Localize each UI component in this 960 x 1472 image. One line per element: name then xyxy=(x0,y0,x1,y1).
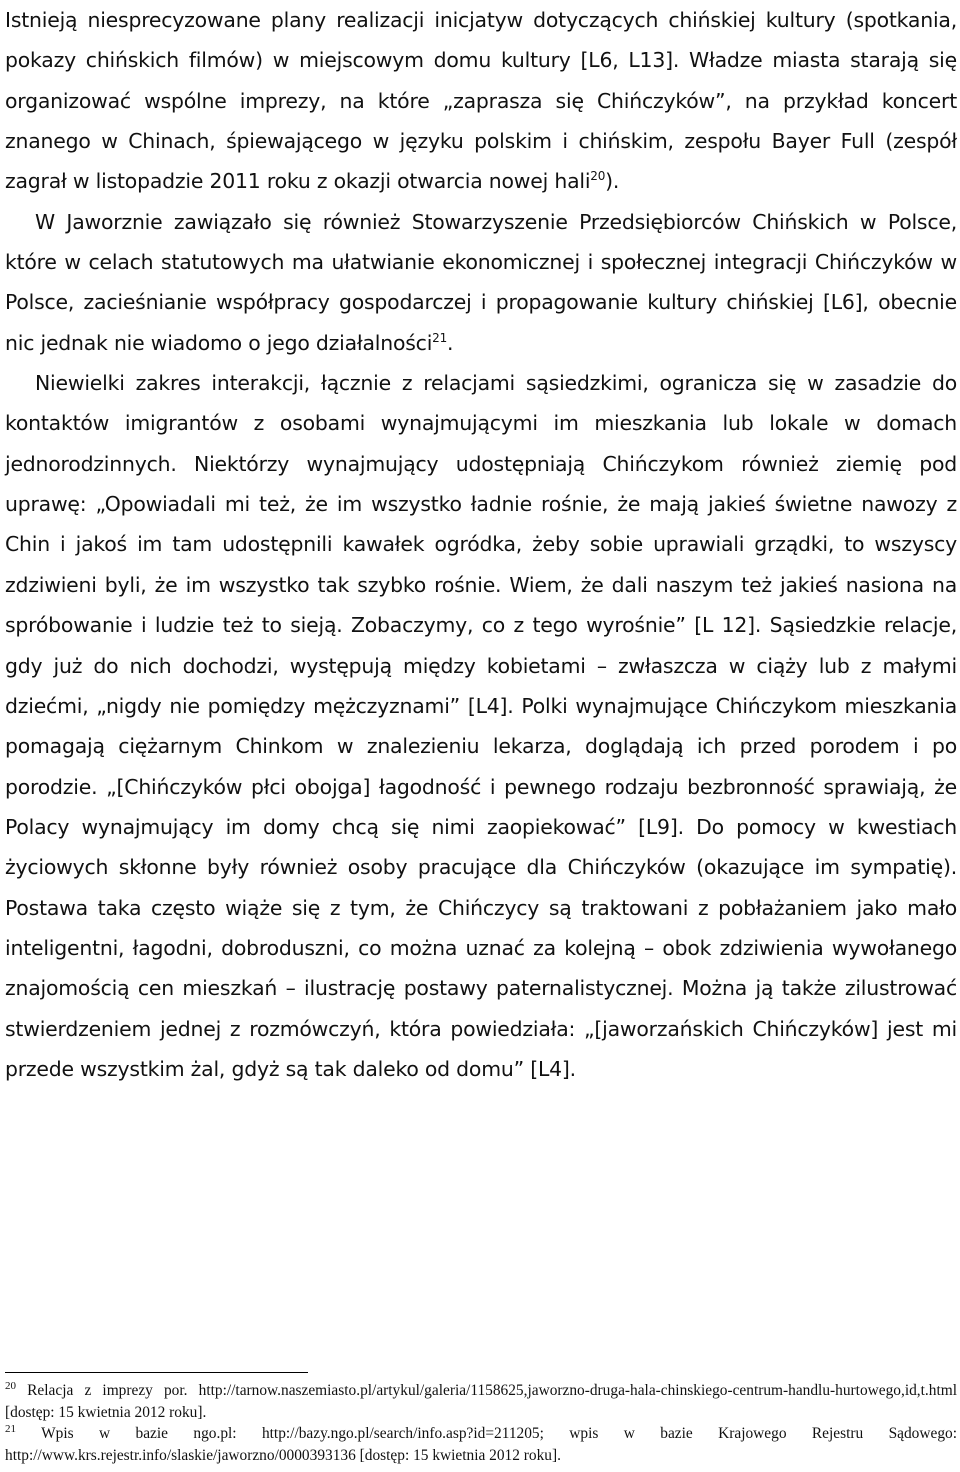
footnotes xyxy=(5,1380,957,1467)
footnote xyxy=(5,1380,957,1423)
paragraph xyxy=(5,363,957,1089)
paragraph-text: Istnieją niesprecyzowane plany realizacji inicjatyw dotyczących chińskiej kultury (spotkania, pokazy chińskich filmów) w miejscowym domu kultury [L6, L13]. Władze miasta starają się organizować wspólne imprezy, na które „zaprasza się Chińczyków”, na przykład koncert znanego w Chinach, śpiewającego w języku polskim i chińskim, zespołu Bayer Full (zespół zagrał w listopadzie 2011 roku z okazji otwarcia nowej hali xyxy=(5,8,957,194)
footnote xyxy=(5,1423,957,1466)
paragraph xyxy=(5,0,957,202)
paragraph xyxy=(5,202,957,363)
footnote-text: Relacja z imprezy por. http://tarnow.naszemiasto.pl/artykul/galeria/1158625,jaworzno-druga-hala-chinskiego-centrum-handlu-hurtowego,id,t.html [dostęp: 15 kwietnia 2012 roku]. xyxy=(5,1382,957,1421)
paragraph-tail: ). xyxy=(605,169,620,194)
footnote-separator xyxy=(5,1372,308,1373)
footnote-number: 20 xyxy=(5,1379,16,1392)
footnote-text: Wpis w bazie ngo.pl: http://bazy.ngo.pl/search/info.asp?id=211205; wpis w bazie Krajowego Rejestru Sądowego: http://www.krs.rejestr.info/slaskie/jaworzno/0000393136 [dostęp: 15 kwietnia 2012 roku]. xyxy=(5,1425,957,1465)
paragraph-text: Niewielki zakres interakcji, łącznie z relacjami sąsiedzkimi, ogranicza się w zasadzie do kontaktów imigrantów z osobami wynajmującymi im mieszkania lub lokale w domach jednorodzinnych. Niektórzy wynajmujący udostępniają Chińczykom również ziemię pod uprawę: „Opowiadali mi też, że im wszystko ładnie rośnie, że mają jakieś świetne nawozy z Chin i jakoś im tam udostępnili kawałek ogródka, żeby sobie uprawiali grządki, to wszyscy zdziwieni byli, że im wszystko tak szybko rośnie. Wiem, że dali naszym też jakieś nasiona na spróbowanie i ludzie też to sieją. Zobaczymy, co z tego wyrośnie” [L 12]. Sąsiedzkie relacje, gdy już do nich dochodzi, występują między kobietami – zwłaszcza w ciąży lub z małymi dziećmi, „nigdy nie pomiędzy mężczyznami” [L4]. Polki wynajmujące Chińczykom mieszkania pomagają ciężarnym Chinkom w znalezieniu lekarza, doglądają ich przed porodem i po porodzie. „[Chińczyków płci obojga] łagodność i pewnego rodzaju bezbronność sprawiają, że Polacy wynajmujący im domy chcą się nimi zaopiekować” [L9]. Do pomocy w kwestiach życiowych skłonne były również osoby pracujące dla Chińczyków (okazujące im sympatię). Postawa taka często wiąże się z tym, że Chińczycy są traktowani z pobłażaniem jako mało inteligentni, łagodni, dobroduszni, co można uznać za kolejną – obok zdziwienia wywołanego znajomością cen mieszkań – ilustrację postawy paternalistycznej. Można ją także zilustrować stwierdzeniem jednej z rozmówczyń, która powiedziała: „[jaworzańskich Chińczyków] jest mi przede wszystkim żal, gdyż są tak daleko od domu” [L4]. xyxy=(5,371,957,1081)
paragraph-tail: . xyxy=(447,330,454,355)
footnote-number: 21 xyxy=(5,1423,16,1436)
paragraph-text: W Jaworznie zawiązało się również Stowarzyszenie Przedsiębiorców Chińskich w Polsce, które w celach statutowych ma ułatwianie ekonomicznej i społecznej integracji Chińczyków w Polsce, zacieśnianie współpracy gospodarczej i propagowanie kultury chińskiej [L6], obecnie nic jednak nie wiadomo o jego działalności xyxy=(5,209,957,355)
main-text xyxy=(5,0,957,1089)
footnote-reference[interactable]: 20 xyxy=(590,169,606,184)
footnote-reference[interactable]: 21 xyxy=(432,330,448,345)
